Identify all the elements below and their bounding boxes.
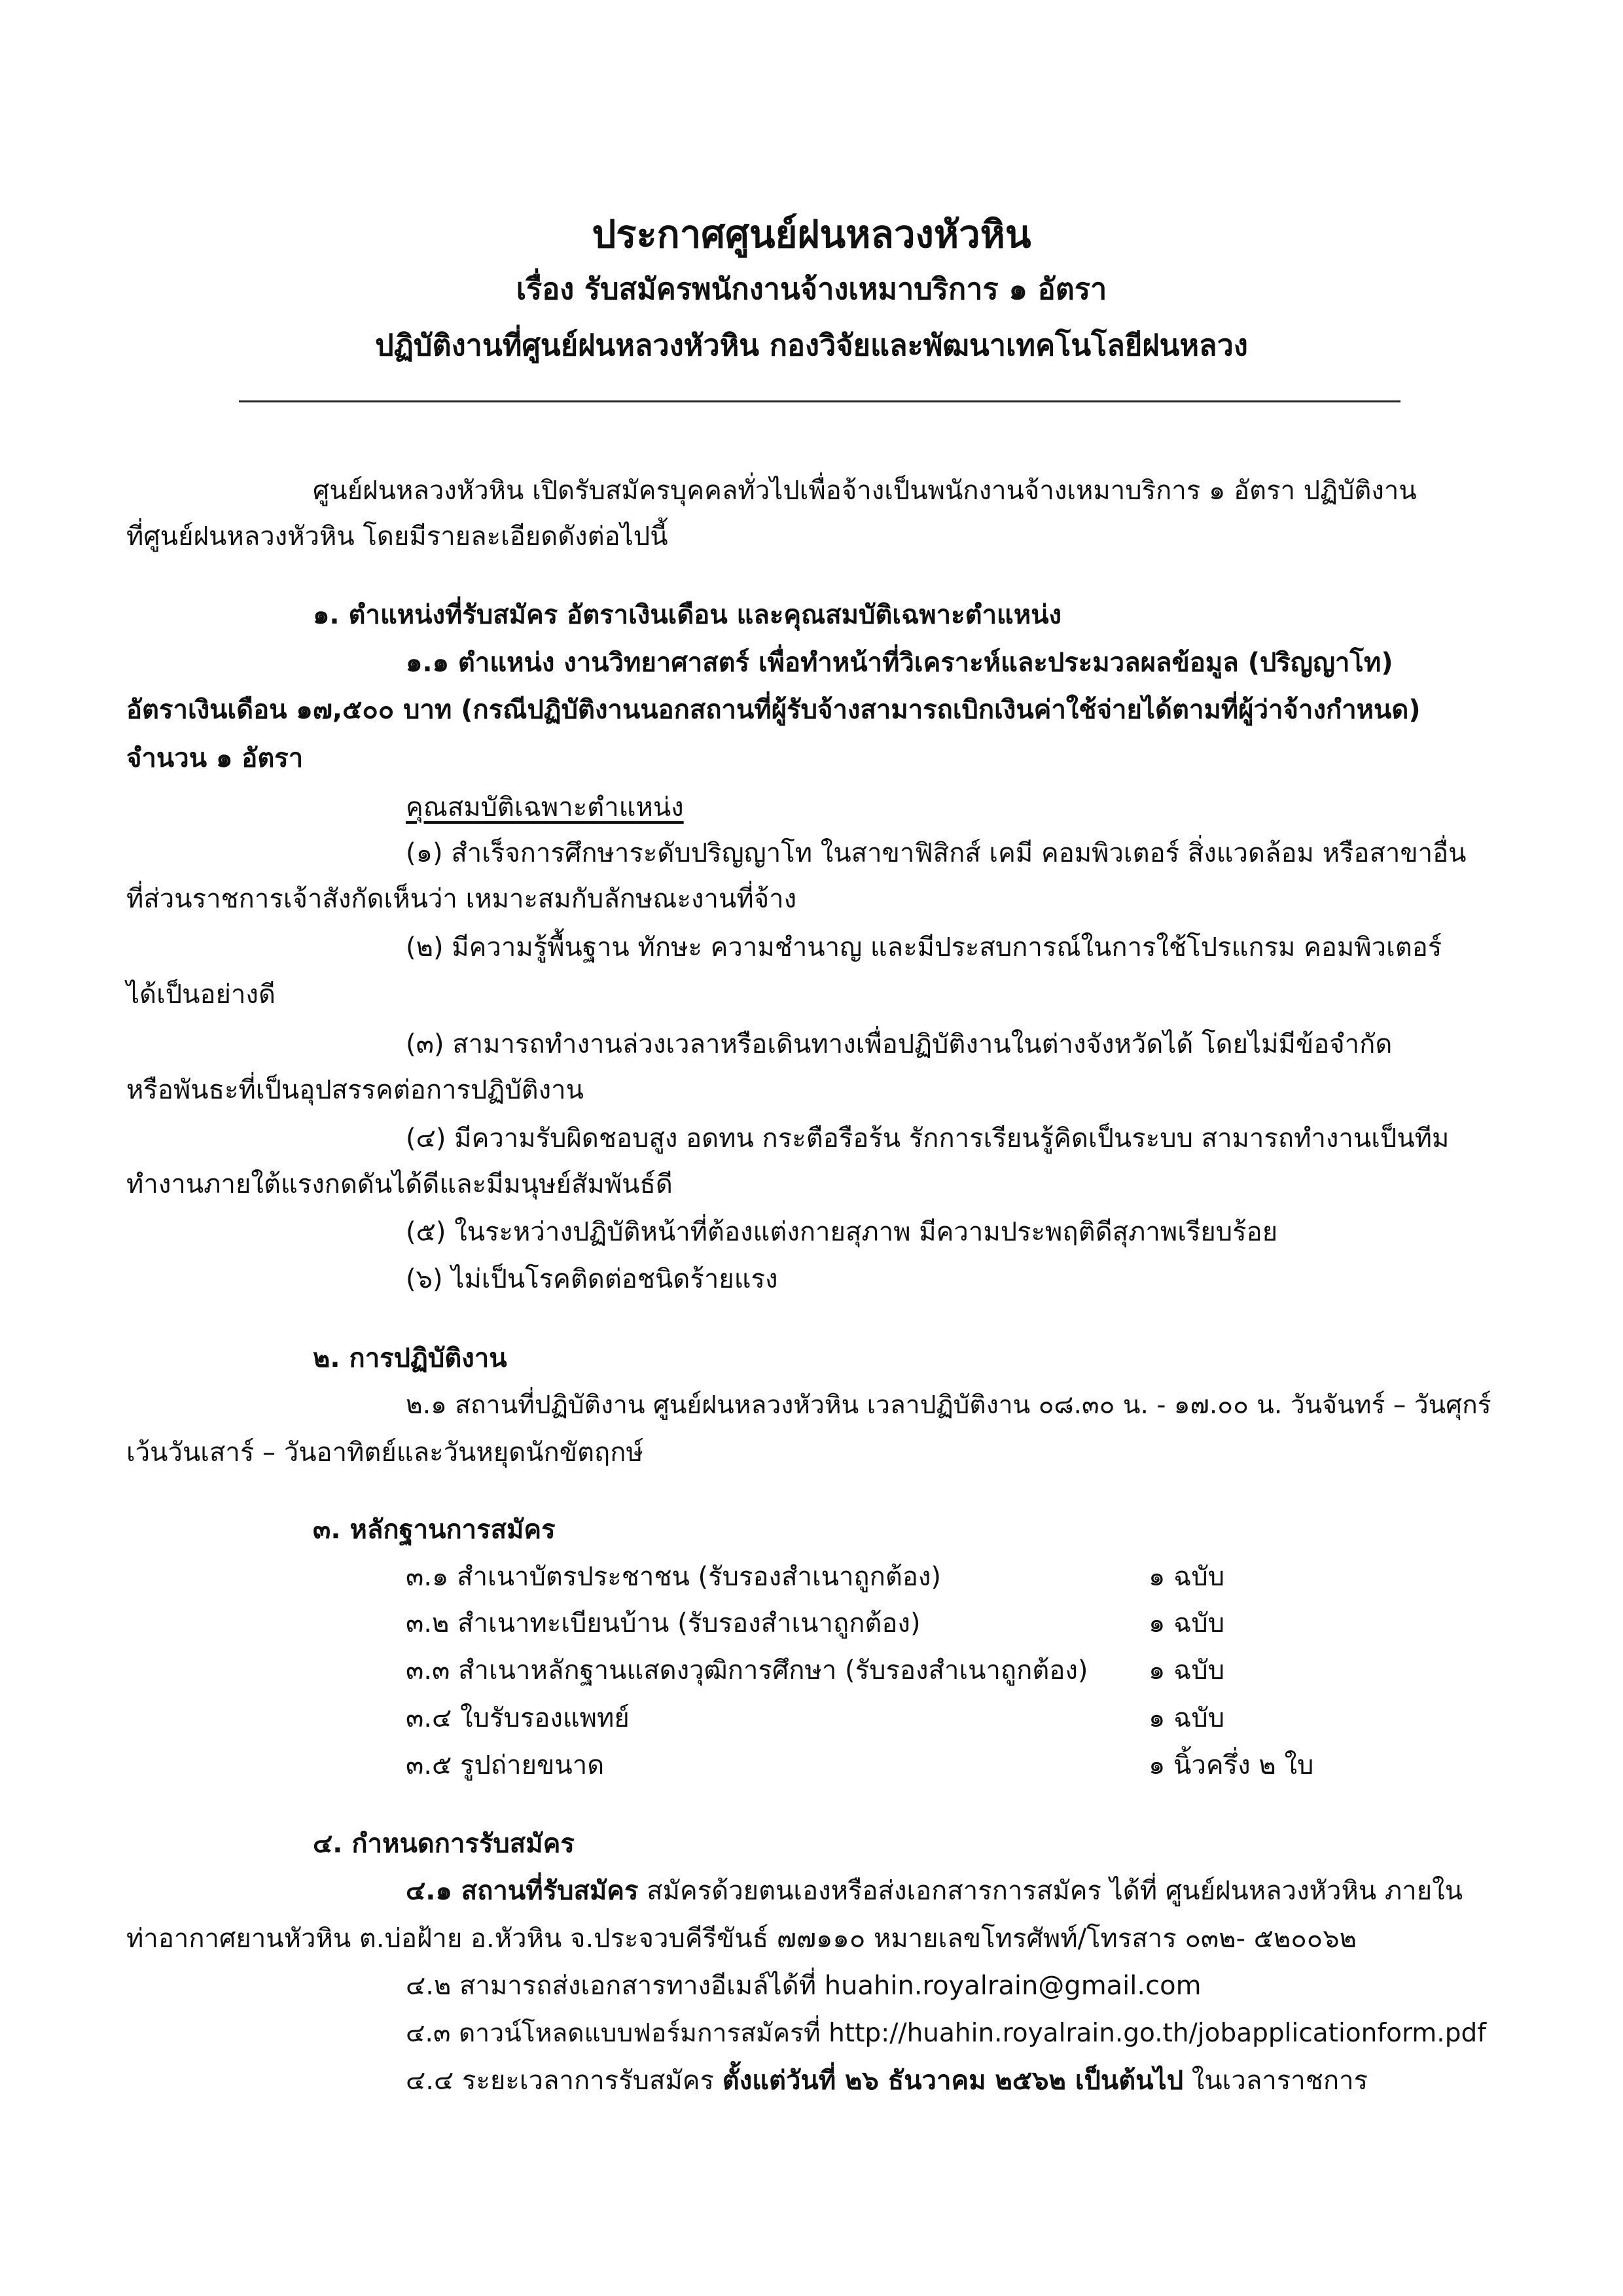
intro-line-1: ศูนย์ฝนหลวงหัวหิน เปิดรับสมัครบุคคลทั่วไปเพื่อจ้างเป็นพนักงานจ้างเหมาบริการ ๑ อัตรา ปฏิบัติงาน [313, 476, 1417, 506]
section-3-heading: ๓. หลักฐานการสมัคร [313, 1515, 556, 1545]
position-line-1: ๑.๑ ตำแหน่ง งานวิทยาศาสตร์ เพื่อทำหน้าที่วิเคราะห์และประมวลผลข้อมูล (ปริญญาโท) [406, 648, 1393, 678]
application-place-line-1 [406, 1873, 1463, 1909]
qualification-6: (๖) ไม่เป็นโรคติดต่อชนิดร้ายแรง [406, 1264, 778, 1294]
qualification-2-line-2: ได้เป็นอย่างดี [126, 980, 276, 1010]
application-form-download: ๔.๓ ดาวน์โหลดแบบฟอร์มการสมัครที่ http://huahin.royalrain.go.th/jobapplicationform.pdf [406, 2019, 1486, 2048]
qualification-heading: คุณสมบัติเฉพาะตำแหน่ง [406, 792, 684, 822]
application-period-label: ๔.๔ ระยะเวลาการรับสมัคร [406, 2066, 722, 2096]
qualification-3-line-2: หรือพันธะที่เป็นอุปสรรคต่อการปฏิบัติงาน [126, 1075, 584, 1105]
qualification-1-line-1: (๑) สำเร็จการศึกษาระดับปริญญาโท ในสาขาฟิสิกส์ เคมี คอมพิวเตอร์ สิ่งแวดล้อม หรือสาขาอื่น [406, 838, 1467, 868]
document-item-label: ๓.๔ ใบรับรองแพทย์ [406, 1703, 630, 1733]
document-item-qty: ๑ นิ้วครึ่ง ๒ ใบ [1149, 1750, 1314, 1780]
document-item-label: ๓.๕ รูปถ่ายขนาด [406, 1750, 605, 1780]
document-item-qty: ๑ ฉบับ [1149, 1655, 1225, 1686]
work-detail-line-2: เว้นวันเสาร์ – วันอาทิตย์และวันหยุดนักขัตฤกษ์ [126, 1438, 643, 1468]
work-detail-line-1: ๒.๑ สถานที่ปฏิบัติงาน ศูนย์ฝนหลวงหัวหิน เวลาปฏิบัติงาน ๐๘.๓๐ น. - ๑๗.๐๐ น. วันจันทร์ – วันศุกร์ [406, 1390, 1491, 1420]
position-line-2: อัตราเงินเดือน ๑๗,๕๐๐ บาท (กรณีปฏิบัติงานนอกสถานที่ผู้รับจ้างสามารถเบิกเงินค่าใช้จ่ายได้ตามที่ผู้ว่าจ้างกำหนด) [126, 695, 1421, 725]
application-email: ๔.๒ สามารถส่งเอกสารทางอีเมล์ได้ที่ huahin.royalrain@gmail.com [406, 1971, 1202, 2001]
section-1-heading: ๑. ตำแหน่งที่รับสมัคร อัตราเงินเดือน และคุณสมบัติเฉพาะตำแหน่ง [313, 600, 1062, 630]
intro-line-2: ที่ศูนย์ฝนหลวงหัวหิน โดยมีรายละเอียดดังต่อไปนี้ [126, 521, 668, 552]
application-place-label: ๔.๑ สถานที่รับสมัคร [406, 1876, 639, 1906]
position-line-3: จำนวน ๑ อัตรา [126, 743, 304, 773]
application-period-date: ตั้งแต่วันที่ ๒๖ ธันวาคม ๒๕๖๒ เป็นต้นไป [722, 2066, 1184, 2096]
application-period-suffix: ในเวลาราชการ [1183, 2066, 1368, 2096]
qualification-2-line-1: (๒) มีความรู้พื้นฐาน ทักษะ ความชำนาญ และมีประสบการณ์ในการใช้โปรแกรม คอมพิวเตอร์ [406, 932, 1442, 963]
qualification-4-line-2: ทำงานภายใต้แรงกดดันได้ดีและมีมนุษย์สัมพันธ์ดี [126, 1169, 673, 1199]
document-item-qty: ๑ ฉบับ [1149, 1562, 1225, 1592]
section-2-heading: ๒. การปฏิบัติงาน [313, 1343, 507, 1373]
qualification-4-line-1: (๔) มีความรับผิดชอบสูง อดทน กระตือรือร้น รักการเรียนรู้คิดเป็นระบบ สามารถทำงานเป็นทีม [406, 1123, 1450, 1154]
application-place-line-2: ท่าอากาศยานหัวหิน ต.บ่อฝ้าย อ.หัวหิน จ.ประจวบคีรีขันธ์ ๗๗๑๑๐ หมายเลขโทรศัพท์/โทรสาร ๐๓๒- ๕๒๐๐๖๒ [126, 1924, 1357, 1954]
document-item-label: ๓.๑ สำเนาบัตรประชาชน (รับรองสำเนาถูกต้อง) [406, 1562, 941, 1592]
document-item-qty: ๑ ฉบับ [1149, 1608, 1225, 1638]
application-period [406, 2062, 1368, 2099]
application-place-text: สมัครด้วยตนเองหรือส่งเอกสารการสมัคร ได้ที่ ศูนย์ฝนหลวงหัวหิน ภายใน [638, 1876, 1463, 1906]
qualification-1-line-2: ที่ส่วนราชการเจ้าสังกัดเห็นว่า เหมาะสมกับลักษณะงานที่จ้าง [126, 884, 797, 914]
document-item-label: ๓.๓ สำเนาหลักฐานแสดงวุฒิการศึกษา (รับรองสำเนาถูกต้อง) [406, 1655, 1088, 1686]
title-divider [239, 400, 1400, 402]
document-subject: เรื่อง รับสมัครพนักงานจ้างเหมาบริการ ๑ อัตรา [516, 272, 1107, 306]
document-item-qty: ๑ ฉบับ [1149, 1703, 1225, 1733]
qualification-3-line-1: (๓) สามารถทำงานล่วงเวลาหรือเดินทางเพื่อปฏิบัติงานในต่างจังหวัดได้ โดยไม่มีข้อจำกัด [406, 1029, 1393, 1059]
section-4-heading: ๔. กำหนดการรับสมัคร [313, 1829, 575, 1859]
document-title: ประกาศศูนย์ฝนหลวงหัวหิน [592, 212, 1031, 256]
qualification-5: (๕) ในระหว่างปฏิบัติหน้าที่ต้องแต่งกายสุภาพ มีความประพฤติดีสุภาพเรียบร้อย [406, 1217, 1278, 1247]
document-unit: ปฏิบัติงานที่ศูนย์ฝนหลวงหัวหิน กองวิจัยและพัฒนาเทคโนโลยีฝนหลวง [375, 328, 1248, 362]
document-item-label: ๓.๒ สำเนาทะเบียนบ้าน (รับรองสำเนาถูกต้อง) [406, 1608, 921, 1638]
